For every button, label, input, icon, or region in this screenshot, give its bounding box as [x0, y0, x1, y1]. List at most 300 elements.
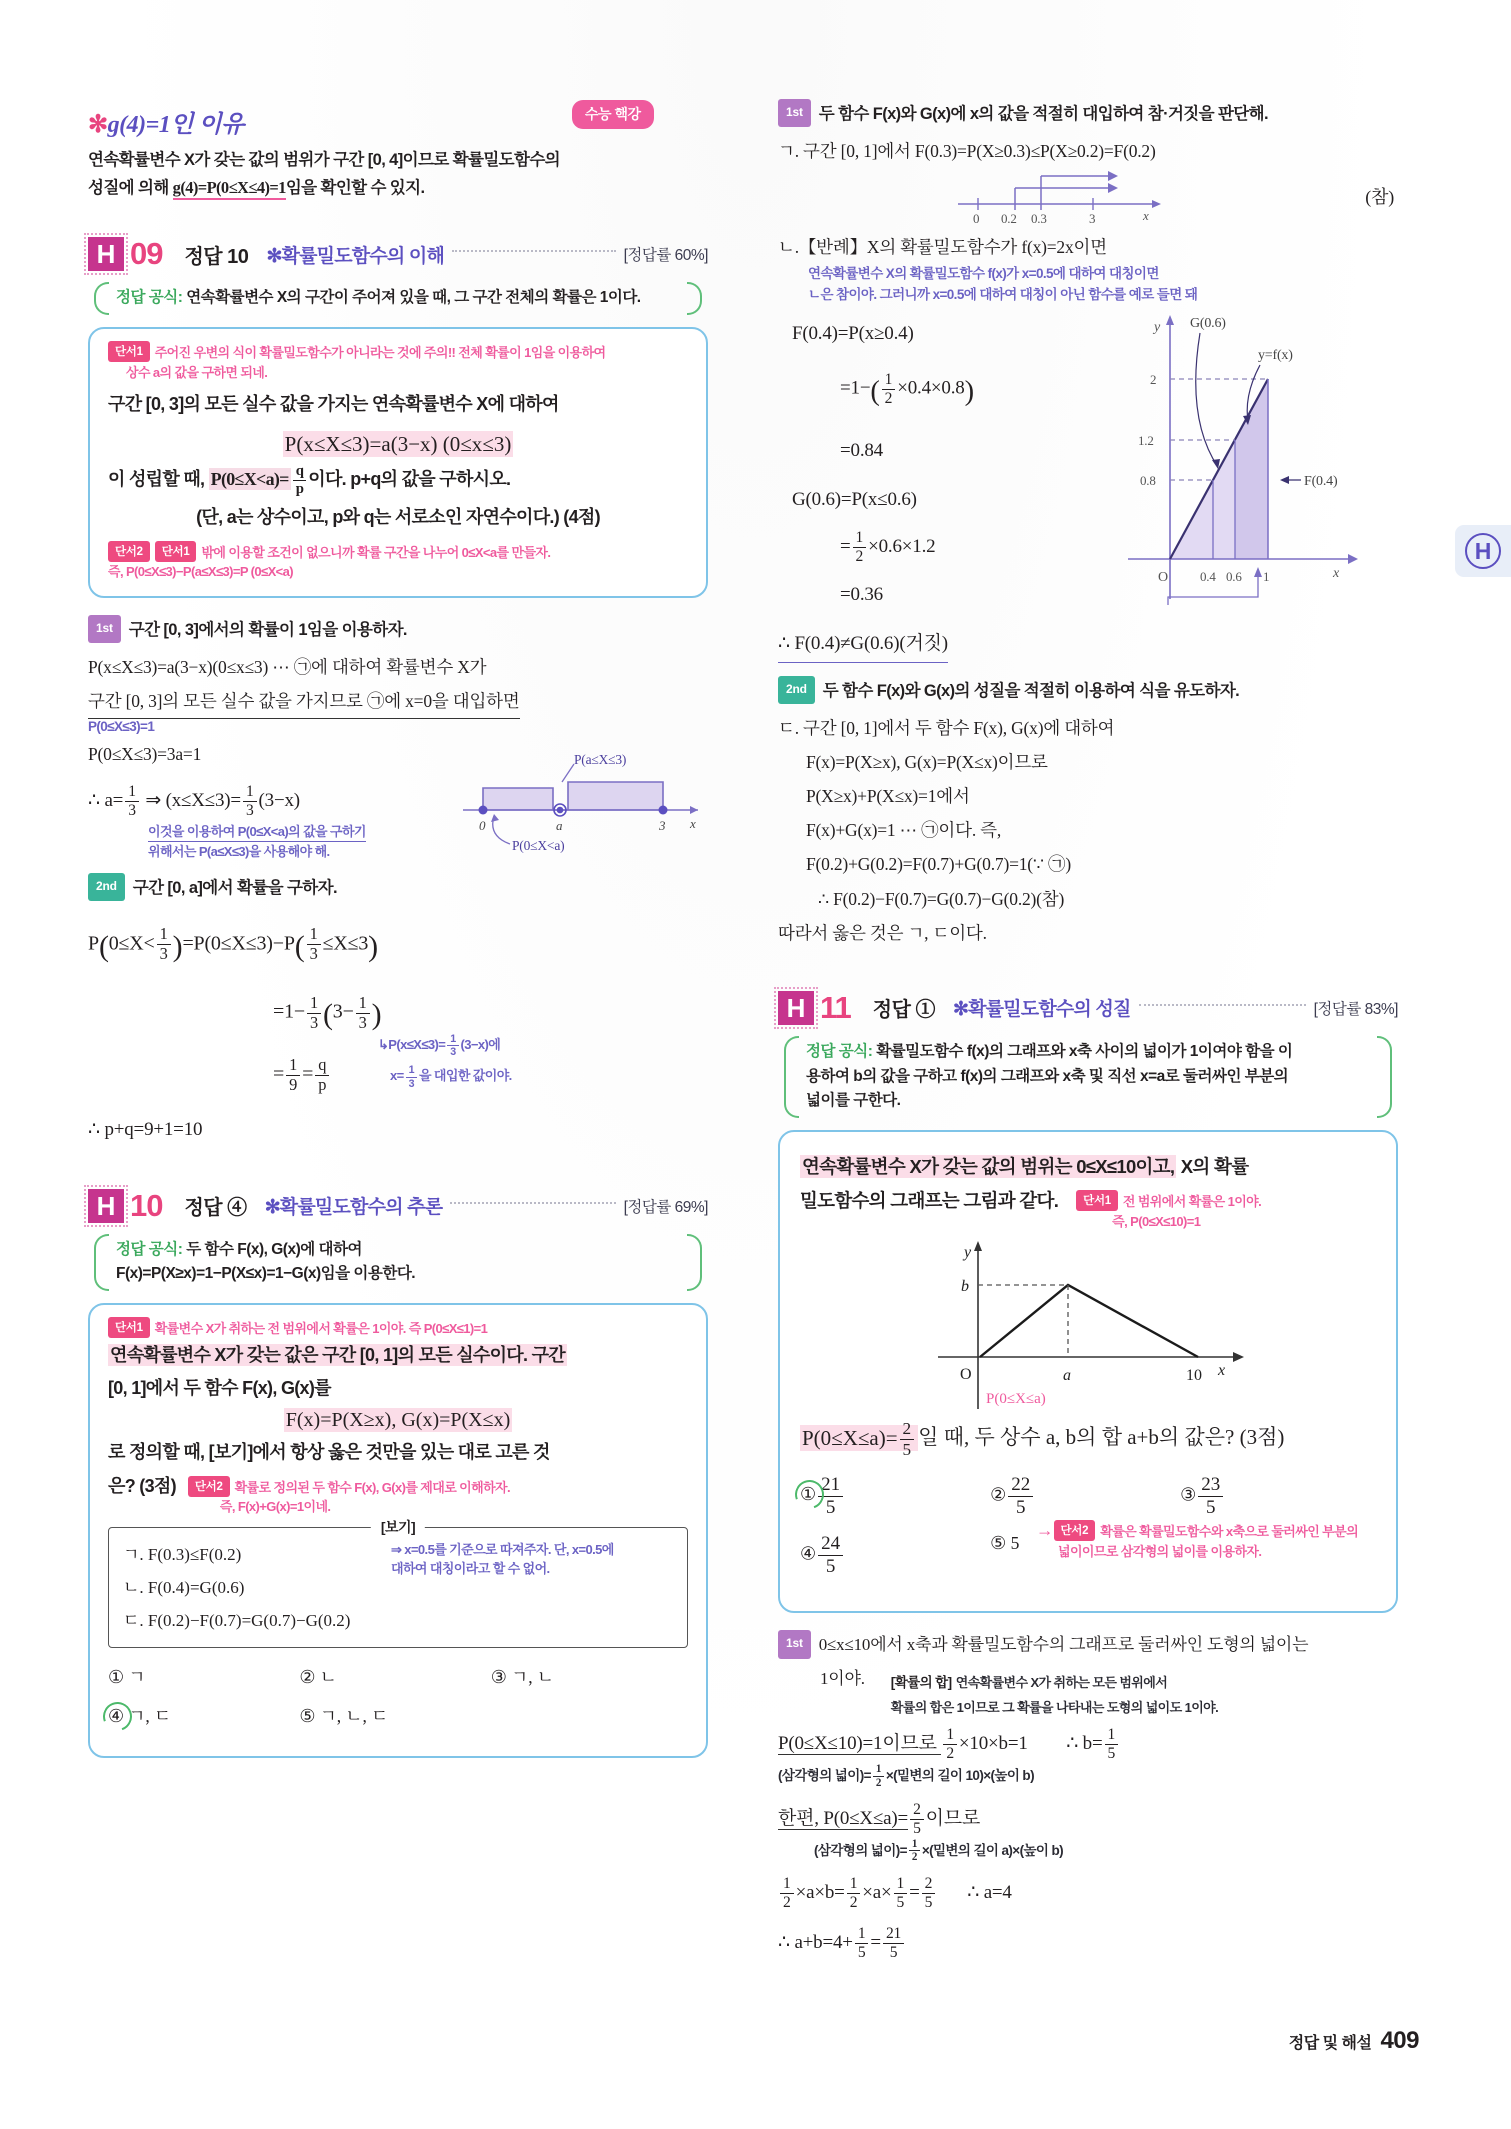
question-equation-h10 — [108, 1409, 688, 1432]
s4-frac1-h11: $\frac{1}{5}$ — [855, 1925, 869, 1962]
s3-frac2: $\frac{1}{2}$ — [847, 1875, 861, 1912]
s4c-h09: (3−x) — [258, 789, 300, 811]
bogi-item-2: ㄴ. F(0.4)=G(0.6) — [123, 1577, 245, 1597]
s4-frac2-h11: $\frac{21}{5}$ — [883, 1925, 904, 1962]
ytick-12: 1.2 — [1138, 432, 1154, 448]
eqB-frac2: $\frac{1}{3}$ — [356, 994, 370, 1033]
step2-h10 — [778, 673, 1398, 707]
n2-frac2: $\frac{1}{3}$ — [406, 1064, 417, 1090]
formula-box-h09 — [88, 282, 708, 315]
eqB-frac1: $\frac{1}{3}$ — [307, 994, 321, 1033]
top-note-body — [88, 147, 708, 202]
s2b-h11: 이므로 — [925, 1807, 981, 1829]
r-n-note-1: 연속확률변수 X의 확률밀도함수 f(x)가 x=0.5에 대하여 대칭이면 — [808, 266, 1159, 282]
s3c: = — [909, 1882, 920, 1904]
choice-text-4: ㄱ, ㄷ — [128, 1706, 172, 1726]
choices-h11 — [800, 1474, 1376, 1577]
graph-y-label: y — [1154, 319, 1161, 335]
fig-g-svg-h10 — [953, 166, 1233, 228]
step1-row-2-h11 — [820, 1662, 1398, 1718]
label-F04: F(0.4) — [1304, 473, 1338, 489]
s1-frac1-h11: $\frac{1}{2}$ — [943, 1726, 957, 1763]
sol-note2-line-1: ↳P(x≤X≤3)= $\frac{1}{3}$ (3−x)에 — [378, 1032, 501, 1059]
s-sub-2-h11 — [814, 1838, 1398, 1864]
r-eq-3-h10: =0.84 — [840, 439, 883, 461]
hint-tag-1-h09: 단서1 — [108, 341, 150, 362]
top-note-title-text: g(4)=1인 이유 — [107, 112, 244, 138]
choice-frac-3-h11: $\frac{23}{5}$ — [1198, 1474, 1223, 1519]
ssub2b: ×(밑변의 길이 a)×(높이 b) — [921, 1842, 1064, 1858]
eqC-frac1: $\frac{1}{9}$ — [286, 1056, 300, 1095]
leader-G06 — [1196, 333, 1218, 467]
hint1-h11 — [1076, 1190, 1261, 1231]
top-note-block — [88, 104, 708, 202]
fig-g-axis-arrow — [1152, 200, 1161, 208]
s3a: ×a×b= — [795, 1882, 845, 1904]
fig-g-tick-3: 3 — [1089, 211, 1096, 227]
fig-g-wrap-h10 — [778, 168, 1398, 234]
choice-text-5-h11: 5 — [1010, 1532, 1020, 1553]
formula-line-1-h11: 확률밀도함수 f(x)의 그래프와 x축 사이의 넓이가 1이여야 함을 이 — [876, 1042, 1293, 1060]
choice-frac-4-h11: $\frac{24}{5}$ — [818, 1533, 843, 1578]
h11-density-curve — [980, 1285, 1198, 1357]
question-line-3-h09: (단, a는 상수이고, p와 q는 서로소인 자연수이다.) (4점) — [196, 507, 600, 528]
graph-h10 — [1108, 309, 1388, 609]
s1a-h11: P(0≤X≤10)=1이므로 — [778, 1733, 942, 1755]
s2-frac-h11: $\frac{2}{5}$ — [910, 1801, 924, 1838]
hint-tag-1-h11: 단서1 — [1076, 1190, 1118, 1211]
question-line-1-h09: 구간 [0, 3]의 모든 실수 값을 가지는 연속확률변수 X에 대하여 — [108, 394, 559, 415]
xtick-06: 0.6 — [1226, 568, 1242, 584]
q1-rest-h11: X의 확률 — [1176, 1156, 1249, 1178]
s-line-3-h11 — [778, 1874, 1398, 1912]
s3-frac3: $\frac{1}{5}$ — [894, 1875, 908, 1912]
choice-2-h11[interactable] — [990, 1474, 1180, 1519]
point-0 — [479, 805, 488, 814]
eqC-a: = — [273, 1062, 285, 1085]
choice-frac-2-h11: $\frac{22}{5}$ — [1008, 1474, 1033, 1519]
r-eq-col-h10 — [778, 315, 1108, 663]
problem-rate-h09: [정답률 60%] — [623, 247, 708, 265]
s-line-4-h11 — [778, 1924, 1398, 1962]
question-line-2-h09 — [108, 463, 688, 498]
s-sub-1-h11 — [778, 1763, 1398, 1789]
step1-h09 — [88, 612, 708, 646]
choices-row-1-h11 — [800, 1474, 1376, 1519]
step1-text-h10: 두 함수 F(x)와 G(x)에 x의 값을 적절히 대입하여 참·거짓을 판단해. — [818, 105, 1268, 123]
leader-F04-arrow — [1280, 476, 1289, 484]
ssub1a: (삼각형의 넓이)= — [778, 1767, 871, 1783]
fig-g-axis-label: x — [1143, 208, 1149, 224]
formula-label-h10: 정답 공식: — [116, 1240, 183, 1258]
fig-g-h10 — [953, 166, 1233, 228]
step2-text-h10: 두 함수 F(x)와 G(x)의 성질을 적절히 이용하여 식을 유도하자. — [822, 681, 1240, 700]
hint-tag-2-h11: 단서2 — [1054, 1520, 1096, 1541]
problem-header-h09 — [88, 236, 708, 272]
sol-eqC-row-h09 — [88, 1032, 708, 1095]
choice-mark-4-selected: ④ — [108, 1706, 125, 1726]
question-equation-h11 — [800, 1419, 1376, 1460]
hint1-line-2-h11: 즉, P(0≤X≤10)=1 — [1112, 1213, 1201, 1229]
s1c-h11: ∴ b= — [1066, 1733, 1103, 1755]
n2b: (3−x)에 — [460, 1036, 501, 1052]
xtick-1: 1 — [1263, 568, 1270, 584]
problem-rate-h11: [정답률 83%] — [1313, 1000, 1398, 1018]
step-tag-1st-h11: 1st — [778, 1630, 811, 1658]
solution-h10-right — [778, 96, 1398, 950]
r-d-line-5: F(0.2)+G(0.2)=F(0.7)+G(0.7)=1(∵ ㉠) — [806, 854, 1071, 875]
hint2-line-1-h10: 확률로 정의된 두 함수 F(x), G(x)를 제대로 이해하자. — [234, 1479, 511, 1495]
eqA-frac2: $\frac{1}{3}$ — [307, 925, 321, 964]
s1b-h11: ×10×b=1 — [958, 1733, 1028, 1755]
hint1-line-2-h09: 상수 a의 값을 구하면 되네. — [126, 364, 268, 380]
suneung-highlight-tag: 수능 핵강 — [572, 100, 654, 129]
choice-2-h10[interactable] — [299, 1664, 490, 1689]
arrow-03-head — [1108, 171, 1118, 181]
sol-line-3-h09: P(0≤X≤3)=3a=1 — [88, 744, 202, 765]
label-yfx: y=f(x) — [1258, 347, 1293, 363]
point-3 — [659, 805, 668, 814]
header-dotted-rule-h11 — [1139, 1004, 1306, 1006]
sol-l2-text-h09: 구간 [0, 3]의 모든 실수 값을 가지므로 ㉠에 x=0을 대입하면 — [88, 691, 520, 712]
formula-label-h11: 정답 공식: — [806, 1042, 873, 1060]
s3-frac4: $\frac{2}{5}$ — [922, 1875, 936, 1912]
sol-note2-h09 — [378, 1033, 658, 1090]
s4a-h11: ∴ a+b=4+ — [778, 1932, 853, 1954]
bogi-label-h10: [보기] — [371, 1517, 425, 1537]
step-tag-1st-h10: 1st — [778, 99, 811, 127]
n2a: P(x≤X≤3)= — [388, 1036, 446, 1052]
choice-5-h10[interactable] — [299, 1703, 490, 1728]
choice-mark-4-h11: ④ — [800, 1543, 817, 1564]
sol-sub-1-h09: P(0≤X≤3)=1 — [88, 719, 155, 735]
h11-label-y: y — [964, 1244, 972, 1262]
question-line-1-h11 — [800, 1150, 1376, 1184]
choice-4-h10[interactable] — [108, 1703, 299, 1728]
choices-h10 — [108, 1664, 688, 1728]
top-note-line-2a: 성질에 의해 — [88, 179, 173, 198]
footer-label: 정답 및 해설 — [1288, 2035, 1372, 2052]
x-axis-arrow — [1348, 554, 1358, 564]
numberline-figure-h09 — [458, 748, 718, 858]
r-d-line-6: ∴ F(0.2)−F(0.7)=G(0.7)−G(0.2)(참) — [818, 888, 1065, 909]
choice-mark-5-h11: ⑤ — [990, 1532, 1007, 1553]
ssub1b: ×(밑변의 길이 10)×(높이 b) — [885, 1767, 1034, 1783]
solution-h11 — [778, 1627, 1398, 1962]
step-tag-2nd-h09: 2nd — [88, 873, 125, 901]
req2-frac: $\frac{1}{2}$ — [882, 371, 896, 408]
hint-tag-2-h09: 단서2 — [108, 541, 150, 562]
sol-note2-line-2 — [390, 1064, 658, 1090]
step-tag-2nd-h10: 2nd — [778, 676, 815, 704]
s4a-h09: ∴ a= — [88, 789, 124, 811]
choice-3-h11[interactable] — [1180, 1474, 1370, 1519]
s-note-h11 — [891, 1664, 1218, 1718]
formula-box-h11 — [778, 1036, 1398, 1118]
s4b-h09: ⇒ (x≤X≤3)= — [140, 789, 241, 811]
req2a: =1− — [840, 377, 871, 399]
eqA-c: =P(0≤X≤3)−P — [182, 932, 295, 955]
choices-row-1-h10 — [108, 1664, 688, 1689]
qeq-b-h11: 일 때, 두 상수 a, b의 합 a+b의 값은? (3점) — [918, 1425, 1285, 1450]
choice-1-h10[interactable] — [108, 1664, 299, 1689]
r-d-line-1: ㄷ. 구간 [0, 1]에서 두 함수 F(x), G(x)에 대하여 — [778, 717, 1115, 738]
page-footer — [1289, 2027, 1419, 2055]
ytick-08: 0.8 — [1140, 472, 1156, 488]
r-g-line-h10 — [778, 134, 1398, 168]
side-tab-letter: H — [1465, 533, 1501, 569]
eqB-a: =1− — [273, 1000, 305, 1023]
r-d-line-4: F(x)+G(x)=1 ⋯ ㉠이다. 즉, — [806, 820, 1002, 841]
bogi-item-3: ㄷ. F(0.2)−F(0.7)=G(0.7)−G(0.2) — [123, 1610, 351, 1630]
sol-l1-text-h09: P(x≤X≤3)=a(3−x)(0≤x≤3) ⋯ ㉠에 대하여 확률변수 X가 — [88, 656, 487, 677]
s4b-h11: = — [870, 1932, 881, 1954]
req5-frac: $\frac{1}{2}$ — [853, 529, 867, 566]
choice-mark-3-h11: ③ — [1180, 1484, 1197, 1505]
question-line-4-row-h10 — [108, 1470, 688, 1517]
problem-rate-h10: [정답률 69%] — [623, 1198, 708, 1216]
choice-4-h11[interactable] — [800, 1533, 990, 1578]
r-eq-2-h10: =1−( $\frac{1}{2}$ ×0.4×0.8) — [840, 370, 974, 407]
asterisk-icon: ✻ — [88, 112, 108, 138]
problem-box-h10 — [88, 1303, 708, 1758]
y-axis-arrow — [1166, 315, 1174, 325]
eqC-b: = — [302, 1062, 314, 1085]
r-n-note-2: ㄴ은 참이야. 그러니까 x=0.5에 대하여 대칭이 아닌 함수를 예로 들면 돼 — [808, 286, 1198, 302]
choice-text-3: ㄱ, ㄴ — [511, 1667, 554, 1687]
r-eq-1-h10: F(0.4)=P(x≥0.4) — [792, 322, 914, 344]
hint2-h09 — [108, 541, 688, 582]
req5b: ×0.6×1.2 — [868, 535, 936, 557]
tick-a: a — [556, 817, 563, 833]
ssub2a: (삼각형의 넓이)= — [814, 1842, 907, 1858]
h11-label-b: b — [961, 1278, 969, 1296]
hint1-h09 — [108, 341, 688, 382]
s3b: ×a× — [862, 1882, 892, 1904]
step1-h10 — [778, 96, 1398, 130]
bogi-box-h10 — [108, 1518, 688, 1648]
hint2-line-2-h09: 즉, P(0≤X≤3)−P(a≤X≤3)=P (0≤X<a) — [108, 564, 293, 580]
top-note-line-2 — [88, 174, 708, 202]
q-eq-hl-h11 — [800, 1419, 918, 1460]
question-line-3-h10: 로 정의할 때, [보기]에서 항상 옳은 것만을 있는 대로 고른 것 — [108, 1442, 550, 1463]
r-g-line-text: ㄱ. 구간 [0, 1]에서 F(0.3)=P(X≥0.3)≤P(X≥0.2)=F(0.2) — [778, 141, 1156, 162]
problem-number-h09: 09 — [130, 236, 163, 272]
graph-svg-h10 — [1108, 309, 1388, 609]
r-n-notes-h10 — [808, 264, 1398, 305]
sol-line-2-h09 — [88, 684, 520, 719]
hint2-line-1-h11: 확률은 확률밀도함수와 x축으로 둘러싸인 부분의 — [1100, 1524, 1359, 1540]
bogi-note-line-1: ⇒ x=0.5를 기준으로 따져주자. 단, x=0.5에 — [391, 1541, 614, 1557]
figure-label-bottom: P(0≤X<a) — [512, 837, 565, 853]
s-note-line-2-h11: 확률의 합은 1이므로 그 확률을 나타내는 도형의 넓이도 1이야. — [890, 1699, 1219, 1715]
h11-y-arrow — [974, 1241, 982, 1251]
left-column — [88, 78, 708, 1758]
q2a-h09: 이 성립할 때, — [108, 468, 209, 489]
sol-line-1-h09 — [88, 650, 708, 684]
connector-arrow — [1254, 567, 1262, 577]
top-note-title — [88, 104, 708, 139]
numberline-svg-h09 — [458, 748, 718, 858]
problem-number-h10: 10 — [130, 1187, 163, 1223]
req2b: ×0.4×0.8 — [897, 377, 965, 399]
formula-text-h09: 연속확률변수 X의 구간이 주어져 있을 때, 그 구간 전체의 확률은 1이다. — [186, 289, 641, 307]
problem-badge-h11: H — [778, 991, 814, 1025]
r-conclusion-h10: 따라서 옳은 것은 ㄱ, ㄷ이다. — [778, 922, 987, 943]
s2a-h11: 한편, P(0≤X≤a)= — [778, 1807, 909, 1829]
step-tag-1st-h09: 1st — [88, 615, 121, 643]
label-G06: G(0.6) — [1190, 315, 1226, 331]
h11-area-label: P(0≤X≤a) — [986, 1391, 1046, 1408]
eqA-b: 0≤X< — [108, 932, 155, 955]
problem-answer-h11: 정답 ① — [872, 999, 935, 1022]
hint1-h10 — [108, 1317, 688, 1339]
formula-label-h09: 정답 공식: — [116, 289, 183, 307]
bogi-note-line-2: 대하여 대칭이라고 할 수 없어. — [391, 1561, 550, 1577]
choices-row-2-h10 — [108, 1703, 688, 1728]
q1-hl-h11: 연속확률변수 X가 갖는 값의 범위는 0≤X≤10이고, — [802, 1156, 1175, 1178]
choice-3-h10[interactable] — [491, 1664, 682, 1689]
step1-line-2-h11: 1이야. — [820, 1668, 865, 1688]
question-equation-text-h09: P(x≤X≤3)=a(3−x) (0≤x≤3) — [284, 431, 512, 456]
s-line-2-h11 — [778, 1800, 1398, 1838]
r-eq-7-h10: ∴ F(0.4)≠G(0.6)(거짓) — [778, 625, 948, 663]
graph-svg-h11 — [878, 1237, 1298, 1417]
s4-frac1-h09: $\frac{1}{3}$ — [125, 783, 139, 820]
sol-eqA-h09: P(0≤X< $\frac{1}{3}$ )=P(0≤X≤3)−P( $\frac{1}{3}$ ≤X≤3) — [88, 924, 378, 964]
solution-h09 — [88, 612, 708, 1148]
r-d-line-3: P(X≥x)+P(X≤x)=1에서 — [806, 786, 970, 807]
ssub1-frac: $\frac{1}{2}$ — [873, 1763, 884, 1789]
step1-h11 — [778, 1627, 1398, 1661]
hint2-line-2-h11: 넓이이므로 삼각형의 넓이를 이용하자. — [1058, 1543, 1262, 1559]
h11-x-arrow — [1233, 1352, 1244, 1362]
r-eq-5-h10 — [840, 528, 1108, 566]
step2-text-h09: 구간 [0, a]에서 확률을 구하자. — [132, 878, 337, 897]
hint-tag-2-h10: 단서2 — [188, 1476, 230, 1497]
problem-topic-h09: ✻확률밀도함수의 이해 — [266, 245, 445, 267]
hint2-line-1-h09: 밖에 이용할 조건이 없으니까 확률 구간을 나누어 0≤X<a를 만들자. — [201, 544, 551, 560]
q-eq-text-h10: F(x)=P(X≥x), G(x)=P(X≤x) — [285, 1409, 511, 1432]
r-n-line-h10: ㄴ.【반례】X의 확률밀도함수가 f(x)=2x이면 — [778, 237, 1107, 258]
step2-h09 — [88, 870, 708, 904]
h11-label-a: a — [1063, 1367, 1071, 1385]
choice-spacer — [491, 1703, 682, 1728]
q1-h10: 연속확률변수 X가 갖는 값은 구간 [0, 1]의 모든 실수이다. 구간 — [110, 1344, 565, 1365]
problem-topic-h11: ✻확률밀도함수의 성질 — [952, 999, 1131, 1021]
bogi-item-1: ㄱ. F(0.3)≤F(0.2) — [123, 1544, 242, 1564]
problem-badge-h09: H — [88, 237, 124, 271]
fig-g-tick-03: 0.3 — [1031, 211, 1047, 227]
formula-line-2-h10: F(x)=P(X≥x)=1−P(X≤x)=1−G(x)임을 이용한다. — [116, 1265, 416, 1283]
header-dotted-rule — [452, 250, 616, 252]
hint2-line-2-h10: 즉, F(x)+G(x)=1이네. — [219, 1499, 331, 1515]
h11-label-x: x — [1218, 1362, 1226, 1380]
problem-box-h11 — [778, 1130, 1398, 1613]
tick-0: 0 — [479, 817, 486, 833]
n2-frac1: $\frac{1}{3}$ — [447, 1033, 458, 1059]
problem-badge-h10: H — [88, 1189, 124, 1223]
s1-frac2-h11: $\frac{1}{5}$ — [1105, 1726, 1119, 1763]
figure-label-top: P(a≤X≤3) — [574, 751, 627, 767]
choice-mark-1-selected-h11: ① — [800, 1484, 817, 1505]
leader-bottom-arrow — [491, 814, 499, 822]
eqB-b: 3− — [332, 1000, 354, 1023]
arrow-02-head — [1108, 183, 1118, 193]
bogi-note-h10 — [391, 1540, 621, 1579]
eqC-frac2: $\frac{q}{p}$ — [315, 1056, 329, 1095]
axis-label-x: x — [690, 815, 696, 831]
s-note-line-1-h11: 연속확률변수 X가 취하는 모든 범위에서 — [955, 1674, 1168, 1690]
problem-header-h11 — [778, 990, 1398, 1026]
n2c: x= — [390, 1068, 404, 1084]
hint2-h10 — [188, 1476, 510, 1517]
bogi-content-h10 — [123, 1538, 673, 1637]
right-column — [778, 78, 1398, 1962]
question-line-2-h11: 밀도함수의 그래프는 그림과 같다. — [800, 1190, 1059, 1212]
h11-origin: O — [960, 1366, 972, 1384]
choice-mark-2: ② — [299, 1667, 316, 1687]
s4-frac2-h09: $\frac{1}{3}$ — [243, 783, 257, 820]
eqA-d: ≤X≤3 — [322, 932, 369, 955]
choice-frac-1-h11: $\frac{21}{5}$ — [818, 1474, 843, 1519]
formula-line-1-h10: 두 함수 F(x), G(x)에 대하여 — [186, 1240, 362, 1258]
ytick-2: 2 — [1150, 371, 1157, 387]
r-g-true-h10: (참) — [1365, 187, 1394, 208]
formula-box-h10 — [88, 1234, 708, 1292]
r-d-line-2: F(x)=P(X≥x), G(x)=P(X≤x)이므로 — [806, 752, 1048, 773]
question-line-2-row-h11 — [800, 1184, 1376, 1231]
qeq-frac-h11: $\frac{2}{5}$ — [900, 1419, 915, 1460]
page-number: 409 — [1380, 2027, 1419, 2054]
ssub2-frac: $\frac{1}{2}$ — [909, 1838, 920, 1864]
problem-header-h10 — [88, 1188, 708, 1224]
side-tab-h[interactable] — [1455, 525, 1511, 577]
choice-1-h11[interactable] — [800, 1474, 990, 1519]
q2-fraction-h09: $\frac{q}{p}$ — [293, 463, 307, 498]
top-note-formula: g(4)=P(0≤X≤4)=1 — [173, 178, 286, 200]
problem-answer-h09: 정답 10 — [184, 245, 249, 268]
hint1-line-1-h09: 주어진 우변의 식이 확률밀도함수가 아니라는 것에 주의!! 전체 확률이 1임을 이용하여 — [154, 345, 606, 361]
s3d: ∴ a=4 — [967, 1882, 1012, 1904]
question-line-1-h10 — [108, 1339, 688, 1372]
hint-tag-2b-h09: 단서1 — [155, 541, 197, 562]
choice-mark-2-h11: ② — [990, 1484, 1007, 1505]
formula-line-3-h11: 넓이를 구한다. — [806, 1092, 901, 1110]
r-eq-6-h10: =0.36 — [840, 583, 883, 605]
choice-text-2: ㄴ — [319, 1667, 337, 1687]
formula-line-2-h11: 용하여 b의 값을 구하고 f(x)의 그래프와 x축 및 직선 x=a로 둘러싸인 부분의 — [806, 1067, 1289, 1085]
choice-mark-1: ① — [108, 1667, 125, 1687]
q2b-h09: P(0≤X<a)= — [210, 468, 289, 489]
choice-text-1: ㄱ — [128, 1667, 146, 1687]
problem-answer-h10: 정답 ④ — [184, 1197, 247, 1220]
xtick-04: 0.4 — [1200, 568, 1216, 584]
qeq-a-h11: P(0≤X≤a)= — [802, 1425, 898, 1450]
axis-arrow — [690, 806, 698, 814]
hint-tag-1-h10: 단서1 — [108, 1317, 150, 1338]
question-line-2-h10: [0, 1]에서 두 함수 F(x), G(x)를 — [108, 1377, 331, 1398]
sol-eqC-h09 — [273, 1054, 331, 1094]
graph-origin: O — [1158, 569, 1168, 585]
graph-x-label: x — [1333, 565, 1340, 581]
shaded-region — [483, 782, 663, 810]
s-note-tag-h11: [확률의 합] — [890, 1674, 952, 1690]
choice-mark-3: ③ — [490, 1667, 507, 1687]
s-line-1-h11 — [778, 1725, 1398, 1763]
sol-eqB-h09: =1− $\frac{1}{3}$ (3− $\frac{1}{3}$ ) — [273, 992, 382, 1032]
choice-mark-5: ⑤ — [299, 1706, 316, 1726]
